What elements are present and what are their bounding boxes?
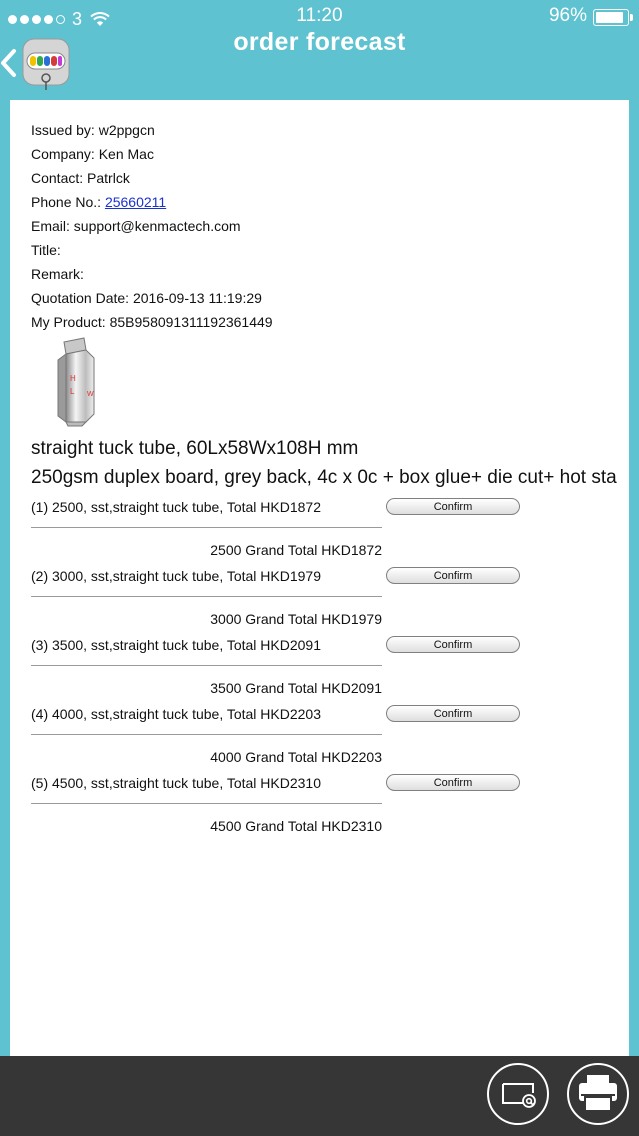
quote-line: (4) 4000, sst,straight tuck tube, Total HKD2203: [31, 706, 322, 722]
box-letter-h: H: [70, 374, 76, 383]
issued-by-value: w2ppgcn: [98, 122, 155, 138]
grand-total: 4000 Grand Total HKD2203: [210, 749, 382, 765]
order-info: [31, 120, 273, 336]
box-letter-l: L: [70, 387, 75, 396]
confirm-button-1[interactable]: Confirm: [386, 498, 520, 515]
divider: [31, 734, 382, 735]
box-letter-w: W: [87, 391, 94, 398]
tuck-box-icon: [50, 336, 110, 428]
battery-icon: [593, 9, 629, 26]
confirm-button-3[interactable]: Confirm: [386, 636, 520, 653]
divider: [31, 803, 382, 804]
phone-label: Phone No.:: [31, 194, 105, 210]
quotation-date-row: [31, 288, 273, 312]
grand-total: 3500 Grand Total HKD2091: [210, 680, 382, 696]
confirm-button-2[interactable]: Confirm: [386, 567, 520, 584]
issued-by-label: Issued by:: [31, 122, 99, 138]
issued-by-row: [31, 120, 273, 144]
quotation-date-value: 2016-09-13 11:19:29: [132, 290, 262, 306]
product-value: 85B958091311192361449: [109, 314, 273, 330]
battery-percentage: 96%: [548, 5, 587, 26]
quote-line: (3) 3500, sst,straight tuck tube, Total HKD2091: [31, 637, 322, 653]
email-value: support@kenmactech.com: [73, 218, 241, 234]
page-title: order forecast: [233, 28, 406, 56]
product-material-line: 250gsm duplex board, grey back, 4c x 0c + box glue+ die cut+ hot sta: [31, 467, 617, 488]
quote-line: (1) 2500, sst,straight tuck tube, Total HKD1872: [31, 499, 322, 515]
product-description: [31, 435, 617, 493]
quote-line: (5) 4500, sst,straight tuck tube, Total HKD2310: [31, 775, 322, 791]
product-spec-line: straight tuck tube, 60Lx58Wx108H mm: [31, 438, 359, 459]
header: [0, 26, 639, 98]
grand-total: 3000 Grand Total HKD1979: [210, 611, 382, 627]
footer-toolbar: [0, 1056, 639, 1136]
title-label: Title:: [31, 242, 61, 258]
quote-option-2: [31, 567, 629, 636]
quote-option-5: [31, 774, 629, 843]
quote-option-3: [31, 636, 629, 705]
contact-label: Contact:: [31, 170, 88, 186]
grand-total: 2500 Grand Total HKD1872: [210, 542, 382, 558]
status-time: 11:20: [296, 5, 343, 26]
confirm-button-5[interactable]: Confirm: [386, 774, 520, 791]
email-label: Email:: [31, 218, 74, 234]
print-button[interactable]: [567, 1063, 629, 1125]
title-row: [31, 240, 273, 264]
product-label: My Product:: [31, 314, 110, 330]
remark-label: Remark:: [31, 266, 84, 282]
product-row: [31, 312, 273, 336]
contact-value: Patrlck: [87, 170, 130, 186]
quote-option-4: [31, 705, 629, 774]
content-panel: [10, 100, 629, 1056]
divider: [31, 596, 382, 597]
confirm-button-4[interactable]: Confirm: [386, 705, 520, 722]
company-value: Ken Mac: [98, 146, 154, 162]
divider: [31, 665, 382, 666]
grand-total: 4500 Grand Total HKD2310: [210, 818, 382, 834]
phone-link[interactable]: 25660211: [104, 194, 167, 210]
email-button[interactable]: [487, 1063, 549, 1125]
printer-icon: [569, 1065, 627, 1123]
remark-row: [31, 264, 273, 288]
company-row: [31, 144, 273, 168]
phone-row: [31, 192, 273, 216]
email-at-icon: [489, 1065, 547, 1123]
quote-option-1: [31, 498, 629, 567]
carrier-name: 3: [72, 9, 83, 29]
quotation-date-label: Quotation Date:: [31, 290, 133, 306]
divider: [31, 527, 382, 528]
contact-row: [31, 168, 273, 192]
email-row: [31, 216, 273, 240]
quote-line: (2) 3000, sst,straight tuck tube, Total HKD1979: [31, 568, 322, 584]
company-label: Company:: [31, 146, 99, 162]
